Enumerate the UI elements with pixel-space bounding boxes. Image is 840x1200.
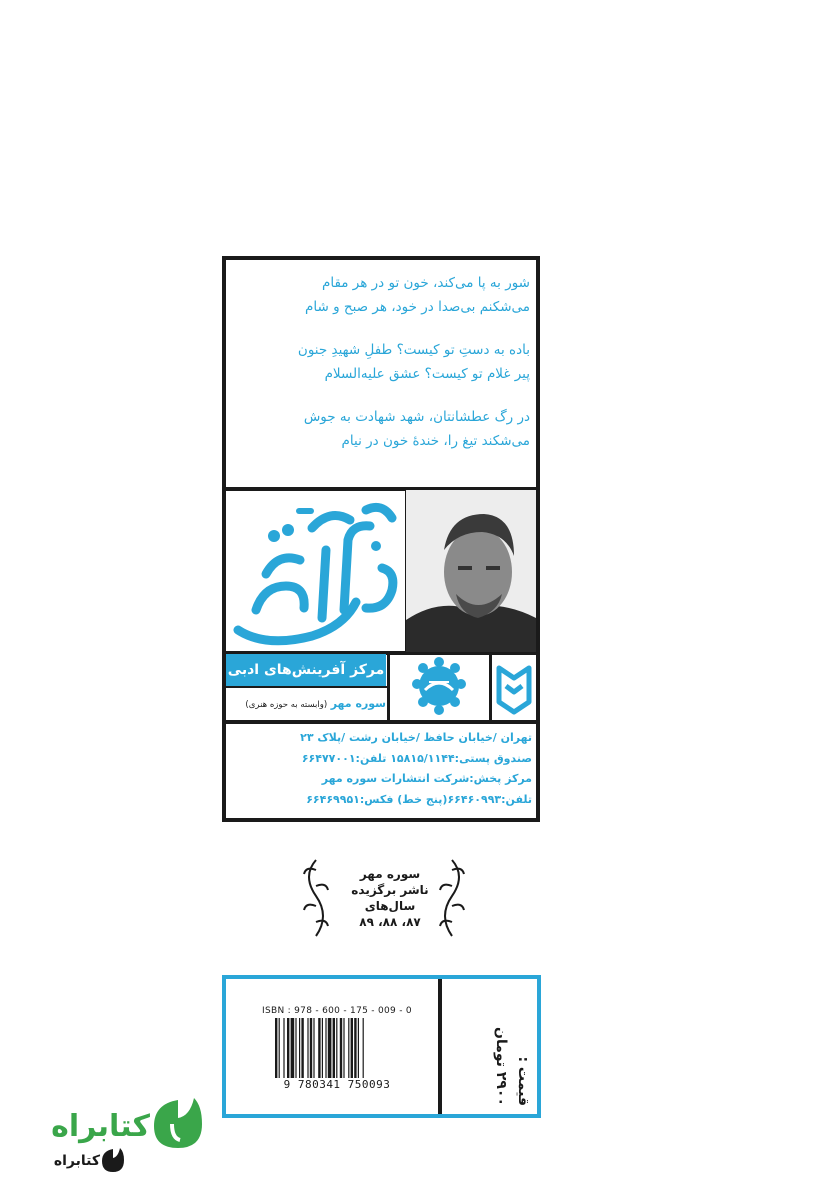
hozeh-honari-logo — [391, 652, 491, 720]
award-title: ناشر برگزیده سال‌های — [351, 883, 429, 913]
award-years: ۸۷، ۸۸، ۸۹ — [359, 915, 421, 929]
address-line: تهران /خیابان حافظ /خیابان رشت /پلاک ۲۳ — [300, 731, 532, 744]
award-publisher: سوره مهر — [359, 867, 421, 881]
isbn-label: ISBN : 978 - 600 - 175 - 009 - 0 — [262, 1006, 412, 1016]
watermark-logo-text: کتابراه — [51, 1109, 150, 1144]
portrait-image — [406, 490, 536, 652]
isbn-digits: 9 780341 750093 — [283, 1078, 391, 1091]
price-value: ۲۹۰۰ تومان — [493, 1027, 509, 1106]
address-line: صندوق پستی:۱۵۸۱۵/۱۱۴۴ تلفن:۶۶۴۷۷۰۰۱ — [301, 751, 532, 765]
price-label: قیمت : — [515, 1056, 531, 1106]
divider — [387, 654, 390, 722]
poem-line: پیر غلام تو کیست؟ عشق علیه‌السلام — [324, 365, 530, 382]
poem-line: باده به دستِ تو کیست؟ طفلِ شهیدِ جنون — [297, 342, 530, 358]
poem-line: شور به پا می‌کند، خون تو در هر مقام — [321, 275, 530, 291]
publisher-address — [230, 728, 532, 810]
poem-stanza — [230, 339, 530, 386]
address-line: مرکز پخش:شرکت انتشارات سوره مهر — [321, 772, 532, 785]
divider — [226, 720, 536, 724]
poem-stanza — [230, 272, 530, 319]
author-calligraphy — [226, 490, 406, 652]
publisher-affiliation: (وابسته به حوزه هنری) — [245, 700, 328, 710]
poem-line: می‌شکنم بی‌صدا در خود، هر صبح و شام — [305, 298, 530, 315]
center-name-banner: مرکز آفرینش‌های ادبی — [226, 654, 386, 686]
address-line: تلفن:۶۶۴۶۰۹۹۳(پنج خط) فکس:۶۶۴۶۹۹۵۱ — [306, 792, 532, 806]
sooreh-mehr-logo — [493, 652, 535, 720]
publisher-line — [226, 690, 386, 718]
author-photo — [406, 490, 536, 652]
poem-stanza — [230, 406, 530, 453]
price — [454, 986, 534, 1106]
publisher-name: سوره مهر — [330, 697, 386, 710]
watermark-leaf-icon — [150, 1094, 206, 1152]
poem — [230, 272, 530, 473]
watermark-small-leaf-icon — [100, 1146, 126, 1174]
poem-line: می‌شکند تیغ را، خندهٔ خون در نیام — [341, 432, 530, 449]
divider — [438, 979, 442, 1114]
calligraphy-art — [226, 490, 406, 652]
ornament-left-icon — [298, 856, 332, 940]
divider — [226, 686, 387, 688]
poem-line: در رگ عطشانتان، شهد شهادت به جوش — [303, 409, 530, 425]
award-text — [330, 866, 450, 930]
barcode — [273, 1018, 401, 1078]
watermark-small-text: کتابراه — [53, 1153, 100, 1169]
